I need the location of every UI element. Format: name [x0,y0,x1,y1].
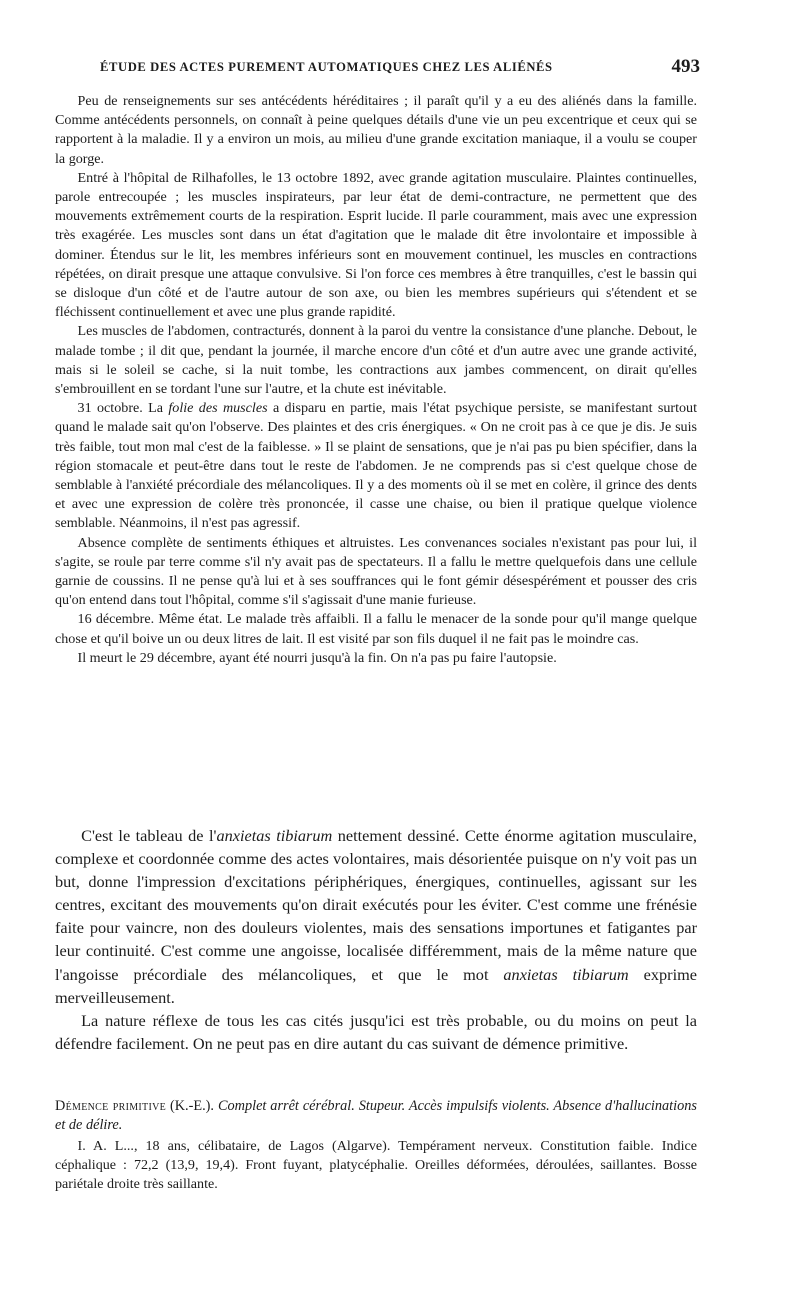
text-run: a disparu en partie, mais l'état psychique persiste, se manifestant surtout quand le malade sait qu'on l'observe. Des plaintes et des cris énergiques. « On ne croit pas à ce que je dis. Je suis très faible, tout mon mal c'est de la faiblesse. » Il se plaint de sensations, que je n'ai pas pu bien spécifier, dans la région stomacale et peut-être dans tout le reste de l'abdomen. Je ne comprends pas si c'est quelque chose de semblable à l'anxiété précordiale des mélancoliques. Il y a des moments où il se met en colère, il grince des dents et avec une expression de colère très prononcée, il casse une chaise, ou bien il pratique quelque violence semblable. Néanmoins, il n'est pas agressif. [55,400,697,532]
case-initials: (K.-E.). [166,1098,218,1114]
running-title: ÉTUDE DES ACTES PUREMENT AUTOMATIQUES CHEZ LES ALIÉNÉS [100,60,553,74]
page-header [100,58,700,82]
case-body [55,1137,697,1195]
case-subtitle: Complet arrêt cérébral. Stupeur. Accès impulsifs violents. Absence d'hallucinations et de délire. [55,1098,697,1133]
case-title: Démence primitive [55,1098,167,1114]
observation-paragraph-abdomen: Les muscles de l'abdomen, contracturés, donnent à la paroi du ventre la consistance d'une planche. Debout, le malade tombe ; il dit que, pendant la journée, il marche encore d'un côté et d'un autre avec une grande activité, mais si le soleil se cache, si la nuit tombe, les contractions aux jambes commencent, on dirait qu'elles s'embrouillent en se tordant l'une sur l'autre, et la chute est inévitable. [55,323,697,398]
text-run: 31 octobre. La [77,400,169,417]
commentary-text [55,824,697,1055]
observation-paragraph-december: 16 décembre. Même état. Le malade très affaibli. Il a fallu le menacer de la sonde pour qu'il mange quelque chose et qu'il boive un ou deux litres de lait. Il est visité par son fils duquel il ne fait pas le moindre cas. [55,611,697,647]
case-heading [55,1097,697,1135]
observation-paragraph-death: Il meurt le 29 décembre, ayant été nourri jusqu'à la fin. On n'a pas pu faire l'autopsie. [77,649,557,666]
page-number: 493 [671,56,700,77]
observation-text [55,92,697,668]
observation-paragraph-ethics: Absence complète de sentiments éthiques et altruistes. Les convenances sociales n'existant pas pour lui, il s'agite, se roule par terre comme s'il n'y avait pas de spectateurs. Il a fallu le mettre quelquefois dans une cellule garnie de coussins. Il ne pense qu'à lui et à ses souffrances qui le font gémir désespérément et pousser des cris qu'on entend dans tout l'hôpital, comme s'il s'agissait d'une manie furieuse. [55,534,697,609]
commentary-paragraph-reflex: La nature réflexe de tous les cas cités jusqu'ici est très probable, ou du moins on peut la défendre facilement. On ne peut pas en dire autant du cas suivant de démence primitive. [55,1010,697,1053]
observation-paragraph-history: Peu de renseignements sur ses antécédents héréditaires ; il paraît qu'il y a eu des aliénés dans la famille. Comme antécédents personnels, on connaît à peine quelques détails d'une vie un peu excentrique et ceux qui se rapportent à la maladie. Il y a environ un mois, au milieu d'une grande excitation maniaque, il a voulu se couper la gorge. [55,93,697,167]
case-paragraph: I. A. L..., 18 ans, célibataire, de Lagos (Algarve). Tempérament nerveux. Constitution faible. Indice céphalique : 72,2 (13,9, 19,4). Front fuyant, platycéphalie. Oreilles déformées, déroulées, saillantes. Bosse pariétale droite très saillante. [55,1138,697,1193]
text-run: nettement dessiné. Cette énorme agitation musculaire, complexe et coordonnée comme des actes volontaires, mais désorientée puisque on n'y voit pas un but, donne l'impression d'excitations périphériques, énergiques, continuelles, agissant sur les centres, excitant des mouvements qu'on dirait exécutés pour les éviter. C'est comme une frénésie faite pour vaincre, non des douleurs violentes, mais des sensations importunes et fatigantes par leur continuité. C'est comme une angoisse, localisée différemment, mais de la même nature que l'angoisse précordiale des mélancoliques, et que le mot [55,826,697,984]
italic-term: anxietas tibiarum [503,964,629,984]
commentary-paragraph-anxietas [55,824,697,1009]
text-run: C'est le tableau de l' [81,826,217,845]
italic-term: anxietas tibiarum [216,826,333,845]
text-run: exprime merveilleusement. [55,964,697,1007]
observation-paragraph-october [55,399,697,533]
italic-term: folie des muscles [168,400,268,417]
observation-paragraph-admission: Entré à l'hôpital de Rilhafolles, le 13 octobre 1892, avec grande agitation musculaire. Plaintes continuelles, parole entrecoupée ; les muscles inspirateurs, par leur état de demi-contracture, ne permettent que des mouvements extrêmement courts de la respiration. Esprit lucide. Il parle couramment, mais avec une expression très exagérée. Les muscles sont dans un état d'agitation que le malade dit être involontaire et impossible à dominer. Étendus sur le lit, les membres inférieurs sont en mouvement continuel, les muscles en contractions répétées, on dirait presque une attaque convulsive. Si l'on force ces membres à être tranquilles, c'est le bassin qui se disloque d'un côté et de l'autre autour de son axe, ou bien les membres supérieurs qui s'étendent et se fléchissent continuellement et avec une plus grande rapidité. [55,169,697,321]
